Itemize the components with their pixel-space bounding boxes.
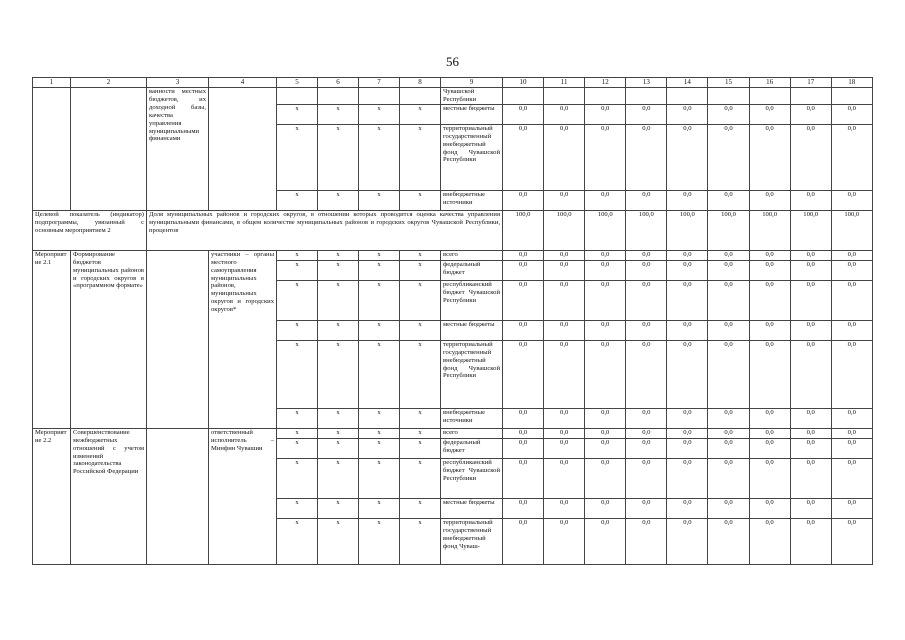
value-cell: 0,0 [667,260,708,280]
funding-source: Чувашской Республики [441,88,503,105]
value-cell: 0,0 [585,438,626,458]
marker-cell: x [400,428,441,438]
marker-cell: x [400,280,441,320]
target-value-cell: 100,0 [708,210,749,250]
value-cell: 0,0 [667,428,708,438]
marker-cell: x [400,458,441,498]
marker-cell: x [277,518,318,564]
value-cell: 0,0 [667,458,708,498]
value-cell: 0,0 [749,428,790,438]
marker-cell: x [277,280,318,320]
target-value-cell: 100,0 [503,210,544,250]
value-cell [667,88,708,105]
marker-cell: x [400,260,441,280]
event-number: Мероприятие 2.2 [33,428,71,564]
value-cell: 0,0 [667,408,708,428]
value-cell: 0,0 [749,104,790,124]
value-cell [585,88,626,105]
marker-cell: x [318,408,359,428]
marker-cell: x [359,518,400,564]
column-number-3: 3 [147,78,209,88]
value-cell: 0,0 [790,438,831,458]
value-cell: 0,0 [503,518,544,564]
value-cell: 0,0 [503,260,544,280]
value-cell: 0,0 [503,124,544,190]
value-cell: 0,0 [790,250,831,260]
value-cell: 0,0 [585,190,626,210]
value-cell: 0,0 [503,250,544,260]
marker-cell: x [359,498,400,518]
column-number-8: 8 [400,78,441,88]
value-cell: 0,0 [708,438,749,458]
table-row [33,428,873,438]
value-cell: 0,0 [585,340,626,408]
value-cell: 0,0 [667,190,708,210]
header-row [33,78,873,88]
target-value-cell: 100,0 [544,210,585,250]
marker-cell: x [359,428,400,438]
value-cell: 0,0 [831,260,872,280]
column-number-7: 7 [359,78,400,88]
value-cell: 0,0 [831,340,872,408]
value-cell: 0,0 [831,498,872,518]
column-number-5: 5 [277,78,318,88]
value-cell: 0,0 [626,408,667,428]
value-cell: 0,0 [544,280,585,320]
value-cell: 0,0 [626,438,667,458]
marker-cell [277,88,318,105]
marker-cell: x [359,190,400,210]
marker-cell: x [359,320,400,340]
value-cell: 0,0 [544,190,585,210]
value-cell: 0,0 [790,518,831,564]
value-cell: 0,0 [749,190,790,210]
page-number: 56 [446,54,459,69]
marker-cell: x [400,250,441,260]
marker-cell: x [277,124,318,190]
value-cell: 0,0 [585,280,626,320]
event-executor: участники – органы местного самоуправления муниципальных районов, муниципальных округов и городских округов* [209,250,277,428]
marker-cell: x [359,280,400,320]
value-cell: 0,0 [503,104,544,124]
value-cell: 0,0 [667,340,708,408]
value-cell: 0,0 [831,438,872,458]
value-cell: 0,0 [831,104,872,124]
marker-cell: x [359,260,400,280]
value-cell [749,88,790,105]
value-cell: 0,0 [831,458,872,498]
target-value-cell: 100,0 [667,210,708,250]
marker-cell: x [400,320,441,340]
column-number-6: 6 [318,78,359,88]
value-cell: 0,0 [503,280,544,320]
value-cell: 0,0 [708,280,749,320]
value-cell: 0,0 [503,438,544,458]
value-cell: 0,0 [831,320,872,340]
value-cell: 0,0 [749,280,790,320]
value-cell: 0,0 [749,498,790,518]
funding-source: всего [441,428,503,438]
value-cell: 0,0 [749,250,790,260]
value-cell: 0,0 [790,104,831,124]
column-number-16: 16 [749,78,790,88]
value-cell: 0,0 [503,190,544,210]
marker-cell: x [318,250,359,260]
target-value-cell: 100,0 [585,210,626,250]
funding-source: территориальный государственный внебюджетный фонд Чувашской Республики [441,124,503,190]
marker-cell: x [318,260,359,280]
column-number-15: 15 [708,78,749,88]
marker-cell: x [359,340,400,408]
marker-cell: x [277,408,318,428]
funding-source: федеральный бюджет [441,260,503,280]
marker-cell: x [359,124,400,190]
value-cell: 0,0 [790,190,831,210]
value-cell: 0,0 [667,320,708,340]
value-cell: 0,0 [831,280,872,320]
funding-source: республиканский бюджет Чувашской Республики [441,280,503,320]
value-cell [708,88,749,105]
value-cell: 0,0 [626,428,667,438]
value-cell: 0,0 [790,260,831,280]
value-cell: 0,0 [708,104,749,124]
funding-source: местные бюджеты [441,320,503,340]
marker-cell: x [359,438,400,458]
value-cell: 0,0 [790,280,831,320]
value-cell: 0,0 [544,340,585,408]
value-cell [544,88,585,105]
value-cell: 0,0 [626,280,667,320]
value-cell: 0,0 [585,260,626,280]
value-cell: 0,0 [503,458,544,498]
marker-cell: x [400,498,441,518]
column-number-9: 9 [441,78,503,88]
value-cell: 0,0 [626,498,667,518]
value-cell: 0,0 [585,250,626,260]
marker-cell: x [400,408,441,428]
event-title: Формирование бюджетов муниципальных районов и городских округов в «программном формате» [71,250,147,428]
value-cell: 0,0 [626,124,667,190]
marker-cell: x [318,104,359,124]
funding-source: территориальный государственный внебюджетный фонд Чуваш- [441,518,503,564]
marker-cell: x [277,250,318,260]
value-cell: 0,0 [831,190,872,210]
value-cell: 0,0 [585,408,626,428]
target-value-cell: 100,0 [749,210,790,250]
value-cell: 0,0 [749,438,790,458]
value-cell: 0,0 [585,124,626,190]
column-number-18: 18 [831,78,872,88]
value-cell: 0,0 [503,428,544,438]
funding-source: территориальный государственный внебюджетный фонд Чувашской Республики [441,340,503,408]
marker-cell: x [400,190,441,210]
value-cell: 0,0 [708,408,749,428]
marker-cell: x [318,458,359,498]
marker-cell [318,88,359,105]
marker-cell: x [277,190,318,210]
column-number-14: 14 [667,78,708,88]
marker-cell: x [318,190,359,210]
value-cell: 0,0 [626,458,667,498]
col1-cell [33,88,71,211]
value-cell [626,88,667,105]
marker-cell [400,88,441,105]
value-cell: 0,0 [708,124,749,190]
value-cell: 0,0 [667,124,708,190]
value-cell: 0,0 [585,518,626,564]
table-row [33,250,873,260]
value-cell: 0,0 [708,518,749,564]
marker-cell: x [400,340,441,408]
value-cell: 0,0 [708,498,749,518]
measure-description: ванности местных бюджетов, их доходной базы, качества управления муниципальными финансами [147,88,209,211]
column-number-1: 1 [33,78,71,88]
col2-cell [71,88,147,211]
value-cell: 0,0 [790,320,831,340]
value-cell: 0,0 [626,518,667,564]
target-indicator-row [33,210,873,250]
value-cell: 0,0 [667,104,708,124]
value-cell: 0,0 [585,428,626,438]
value-cell: 0,0 [626,340,667,408]
value-cell: 0,0 [667,250,708,260]
value-cell: 0,0 [708,190,749,210]
value-cell: 0,0 [790,498,831,518]
column-number-11: 11 [544,78,585,88]
value-cell: 0,0 [544,408,585,428]
value-cell: 0,0 [503,408,544,428]
value-cell: 0,0 [667,280,708,320]
value-cell: 0,0 [503,340,544,408]
column-number-2: 2 [71,78,147,88]
value-cell: 0,0 [544,428,585,438]
marker-cell: x [277,340,318,408]
col3-cell [147,250,209,428]
value-cell: 0,0 [708,320,749,340]
funding-source: республиканский бюджет Чувашской Республики [441,458,503,498]
table-row [33,88,873,105]
column-number-17: 17 [790,78,831,88]
value-cell: 0,0 [626,320,667,340]
value-cell: 0,0 [626,104,667,124]
value-cell [790,88,831,105]
marker-cell: x [318,124,359,190]
value-cell: 0,0 [790,340,831,408]
value-cell: 0,0 [790,124,831,190]
marker-cell: x [318,498,359,518]
value-cell: 0,0 [667,498,708,518]
value-cell: 0,0 [585,320,626,340]
funding-source: местные бюджеты [441,498,503,518]
value-cell [831,88,872,105]
marker-cell: x [318,438,359,458]
value-cell: 0,0 [708,250,749,260]
value-cell: 0,0 [667,438,708,458]
value-cell: 0,0 [585,498,626,518]
col4-cell [209,88,277,211]
marker-cell: x [277,428,318,438]
value-cell: 0,0 [831,408,872,428]
value-cell: 0,0 [749,124,790,190]
value-cell: 0,0 [749,260,790,280]
marker-cell: x [318,340,359,408]
value-cell: 0,0 [749,458,790,498]
value-cell: 0,0 [544,458,585,498]
marker-cell: x [400,104,441,124]
value-cell: 0,0 [749,408,790,428]
marker-cell: x [277,260,318,280]
funding-source: внебюджетные источники [441,190,503,210]
value-cell: 0,0 [626,260,667,280]
value-cell: 0,0 [831,518,872,564]
value-cell: 0,0 [749,340,790,408]
funding-source: всего [441,250,503,260]
marker-cell: x [359,104,400,124]
marker-cell [359,88,400,105]
value-cell: 0,0 [585,458,626,498]
target-value-cell: 100,0 [626,210,667,250]
column-number-10: 10 [503,78,544,88]
value-cell: 0,0 [708,340,749,408]
value-cell: 0,0 [626,190,667,210]
marker-cell: x [359,408,400,428]
value-cell: 0,0 [749,518,790,564]
value-cell: 0,0 [626,250,667,260]
marker-cell: x [359,250,400,260]
value-cell: 0,0 [544,518,585,564]
marker-cell: x [277,458,318,498]
value-cell: 0,0 [749,320,790,340]
funding-source: внебюджетные источники [441,408,503,428]
target-indicator-text: Доля муниципальных районов и городских округов, в отношении которых проводится оценка качества управления муниципальными финансами, в общем количестве муниципальных районов и городских округов Чувашской Республики, процентов [147,210,503,250]
value-cell: 0,0 [831,124,872,190]
column-number-4: 4 [209,78,277,88]
marker-cell: x [277,104,318,124]
value-cell: 0,0 [708,458,749,498]
marker-cell: x [277,438,318,458]
marker-cell: x [277,498,318,518]
value-cell: 0,0 [790,458,831,498]
value-cell: 0,0 [503,498,544,518]
value-cell: 0,0 [503,320,544,340]
value-cell: 0,0 [790,428,831,438]
marker-cell: x [318,518,359,564]
budget-table [32,77,873,565]
marker-cell: x [359,458,400,498]
value-cell: 0,0 [708,260,749,280]
marker-cell: x [318,320,359,340]
col3-cell [147,428,209,564]
target-indicator-label: Целевой показатель (индикатор) подпрограммы, увязанный с основным мероприятием 2 [33,210,147,250]
target-value-cell: 100,0 [790,210,831,250]
value-cell: 0,0 [831,428,872,438]
value-cell: 0,0 [544,250,585,260]
value-cell: 0,0 [831,250,872,260]
marker-cell: x [277,320,318,340]
table-body [33,88,873,565]
target-value-cell: 100,0 [831,210,872,250]
column-number-13: 13 [626,78,667,88]
marker-cell: x [400,518,441,564]
marker-cell: x [400,124,441,190]
marker-cell: x [318,280,359,320]
column-number-12: 12 [585,78,626,88]
value-cell: 0,0 [544,438,585,458]
funding-source: федеральный бюджет [441,438,503,458]
event-number: Мероприятие 2.1 [33,250,71,428]
value-cell: 0,0 [790,408,831,428]
value-cell: 0,0 [585,104,626,124]
marker-cell: x [318,428,359,438]
value-cell: 0,0 [544,124,585,190]
funding-source: местные бюджеты [441,104,503,124]
value-cell: 0,0 [544,320,585,340]
value-cell: 0,0 [667,518,708,564]
event-title: Совершенствование межбюджетных отношений с учетом изменений законодательства Российской Федерации [71,428,147,564]
event-executor: ответственный исполнитель – Минфин Чувашии [209,428,277,564]
value-cell: 0,0 [708,428,749,438]
value-cell [503,88,544,105]
value-cell: 0,0 [544,260,585,280]
value-cell: 0,0 [544,104,585,124]
value-cell: 0,0 [544,498,585,518]
marker-cell: x [400,438,441,458]
